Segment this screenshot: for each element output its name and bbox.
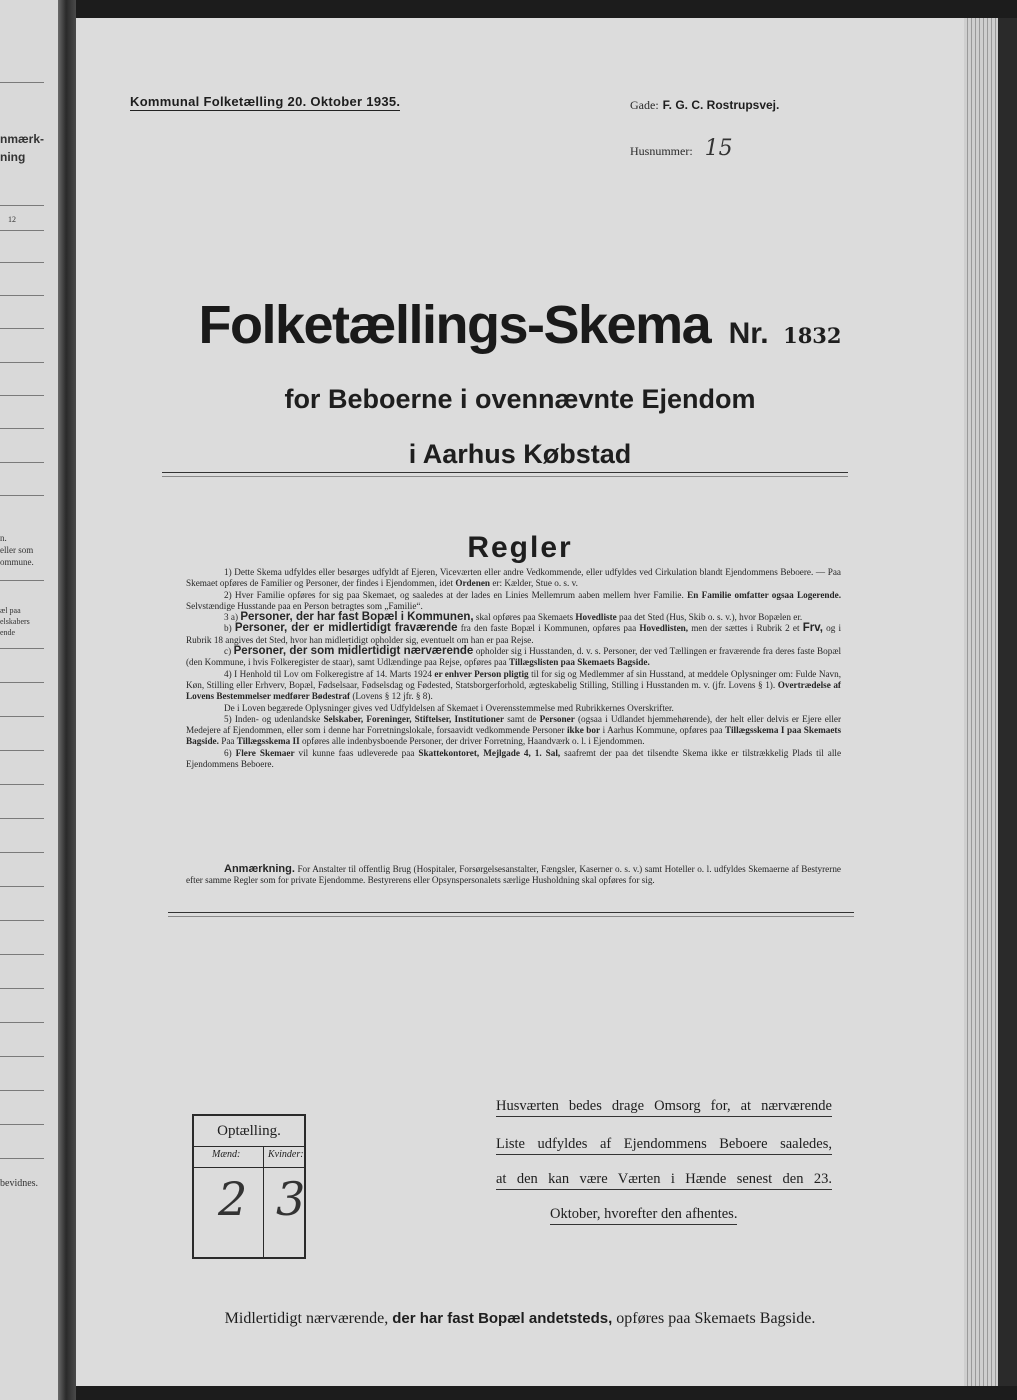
form-rule	[0, 462, 44, 463]
notice-line-1: Husværten bedes drage Omsorg for, at nærværende	[496, 1098, 832, 1117]
rule-1: 1) Dette Skema udfyldes eller besørges udfyldt af Ejeren, Viceværten eller andre Vedkommende, eller udfyldes ved Cirkulation blandt Ejendommens Beboere. — Paa Skemaet opføres de Familier og Personer, der findes i Ejendommen, idet Ordenen er: Kælder, Stue o. s. v.	[186, 567, 841, 589]
notice-line-2: Liste udfyldes af Ejendommens Beboere saaledes,	[496, 1136, 832, 1155]
form-number-label: Nr.	[728, 317, 769, 350]
form-rule	[0, 82, 44, 83]
form-rule	[0, 716, 44, 717]
book-page-edges	[964, 18, 998, 1386]
form-number-value: 1832	[783, 323, 842, 348]
divider	[162, 476, 848, 477]
divider	[168, 916, 854, 917]
rule-4-extra: De i Loven begærede Oplysninger gives ved Udfyldelsen af Skemaet i Overensstemmelse med Rubrikkernes Overskrifter.	[224, 702, 674, 713]
count-box	[192, 1114, 306, 1259]
note-label: Anmærkning.	[224, 863, 295, 875]
form-subtitle: for Beboerne i ovennævnte Ejendom	[284, 384, 756, 414]
left-fragment: n.	[0, 533, 7, 543]
rules-heading: Regler	[467, 531, 573, 564]
rule-3c: c) Personer, der som midlertidigt nærværende opholder sig i Husstanden, d. v. s. Personer, der ved Tællingen er fraværende fra deres faste Bopæl (den Kommune, i hvis Folkeregister de staar), samt Udlændinge paa Rejse, opføres paa Tillægslisten paa Skemaets Bagside.	[186, 645, 842, 668]
divider	[168, 912, 854, 913]
form-rule	[0, 580, 44, 581]
left-fragment: nmærk-	[0, 132, 45, 146]
women-count: 3	[276, 1172, 306, 1226]
rule-2: 2) Hver Familie opføres for sig paa Skemaet, og saaledes at der lades en Linies Mellemrum aaben mellem hver Familie. En Familie omfatter ogsaa Logerende. Selvstændige Husstande paa en Person betragtes som „Familie“.	[186, 589, 841, 611]
men-label: Mænd:	[212, 1149, 241, 1160]
men-count: 2	[218, 1172, 248, 1226]
form-rule	[0, 886, 44, 887]
title-row	[76, 294, 964, 356]
footer-pre: Midlertidigt nærværende,	[224, 1310, 389, 1327]
form-rule	[0, 954, 44, 955]
rule-3b: b) Personer, der er midlertidigt fraværende fra den faste Bopæl i Kommunen, opføres paa Hovedlisten, men der sættes i Rubrik 2 et Frv, og i Rubrik 18 angives det Sted, hvor han midlertidigt opholder sig, eventuelt om han er paa Rejse.	[186, 622, 842, 645]
house-number-label: Husnummer:	[630, 144, 693, 158]
street-value: F. G. C. Rostrupsvej.	[662, 98, 780, 112]
rule-3a: 3 a) Personer, der har fast Bopæl i Kommunen, skal opføres paa Skemaets Hovedliste paa det Sted (Hus, Skib o. s. v.), hvor Bopælen er.	[224, 611, 803, 624]
rules-text	[186, 567, 841, 770]
rule-5: 5) Inden- og udenlandske Selskaber, Foreninger, Stiftelser, Institutioner samt de Personer (ogsaa i Udlandet hjemmehørende), der helt eller delvis er Ejere eller Medejere af Ejendommen, eller som i denne har Forretningslokale, forsaavidt vedkommende Personer ikke bor i Aarhus Kommune, opføres paa Tillægsskema I paa Skemaets Bagside. Paa Tillægsskema II opføres alle indenbysboende Personer, der driver Forretning, Haandværk o. l. i Ejendommen.	[186, 713, 842, 747]
form-city: i Aarhus Købstad	[408, 439, 632, 469]
form-rule	[0, 750, 44, 751]
note-body: For Anstalter til offentlig Brug (Hospitaler, Forsørgelsesanstalter, Fængsler, Kaserner o. s. v.) samt Hoteller o. l. udfyldes Skemaerne af Bestyrerne efter samme Regler som for private Ejendomme. Bestyrerens eller Opsynspersonalets særlige Husholdning skal opføres for sig.	[186, 864, 841, 886]
form-rule	[0, 262, 44, 263]
left-fragment: æl paa	[0, 606, 21, 615]
form-rule	[0, 1124, 44, 1125]
form-rule	[0, 1022, 44, 1023]
count-title: Optælling.	[194, 1116, 304, 1147]
notice-line-4: Oktober, hvorefter den afhentes.	[550, 1206, 737, 1225]
left-fragment: ende	[0, 628, 16, 637]
form-rule	[0, 428, 44, 429]
form-rule	[0, 682, 44, 683]
notice-line-3: at den kan være Værten i Hænde senest den 23.	[496, 1171, 832, 1190]
left-fragment: bevidnes.	[0, 1178, 39, 1189]
form-title: Folketællings-Skema	[198, 295, 711, 355]
form-rule	[0, 495, 44, 496]
house-number-field	[630, 136, 733, 161]
form-rule	[0, 818, 44, 819]
form-rule	[0, 295, 44, 296]
footer-post: opføres paa Skemaets Bagside.	[616, 1310, 816, 1327]
form-rule	[0, 328, 44, 329]
count-headers	[194, 1147, 304, 1168]
left-fragment: ning	[0, 150, 26, 164]
footer-instruction	[76, 1310, 964, 1328]
census-header: Kommunal Folketælling 20. Oktober 1935.	[130, 94, 401, 109]
street-label: Gade:	[630, 98, 659, 112]
book-edge-shadow	[998, 18, 1017, 1386]
form-rule	[0, 784, 44, 785]
form-rule	[0, 1158, 44, 1159]
form-rule	[0, 852, 44, 853]
form-rule	[0, 920, 44, 921]
form-rule	[0, 1056, 44, 1057]
women-label: Kvinder:	[268, 1149, 304, 1160]
rule-4: 4) I Henhold til Lov om Folkeregistre af 14. Marts 1924 er enhver Person pligtig til for sig og Medlemmer af sin Husstand, at meddele Oplysninger om: Fulde Navn, Køn, Stilling eller Erhverv, Bopæl, Fødselsaar, Fødselsdag og Fødested, Statsborgerforhold, ægteskabelig Stilling, Stilling i Husstanden m. v. (jfr. Lovens § 1). Overtrædelse af Lovens Bestemmelser medfører Bødestraf (Lovens § 12 jfr. § 8).	[186, 668, 842, 702]
left-fragment: eller som	[0, 545, 34, 555]
left-fragment: elskabers	[0, 617, 30, 626]
note-text	[186, 864, 841, 887]
form-rule	[0, 988, 44, 989]
census-form-page	[76, 18, 964, 1386]
book-gutter	[58, 0, 76, 1400]
street-field	[630, 96, 779, 114]
form-rule	[0, 362, 44, 363]
previous-page-edge	[0, 0, 58, 1400]
house-number-value: 15	[704, 136, 733, 161]
rule-6: 6) Flere Skemaer vil kunne faas udleverede paa Skattekontoret, Mejlgade 4, 1. Sal, saafremt der paa det tilsendte Skema ikke er tilstrækkelig Plads til alle Ejendommens Beboere.	[186, 747, 842, 770]
divider	[162, 472, 848, 473]
form-rule	[0, 230, 44, 231]
form-rule	[0, 1090, 44, 1091]
count-divider	[263, 1147, 264, 1257]
left-fragment: 12	[8, 215, 16, 224]
footer-bold: der har fast Bopæl andetsteds,	[392, 1310, 613, 1327]
left-fragment: ommune.	[0, 557, 34, 567]
form-rule	[0, 395, 44, 396]
form-rule	[0, 648, 44, 649]
form-rule	[0, 205, 44, 206]
